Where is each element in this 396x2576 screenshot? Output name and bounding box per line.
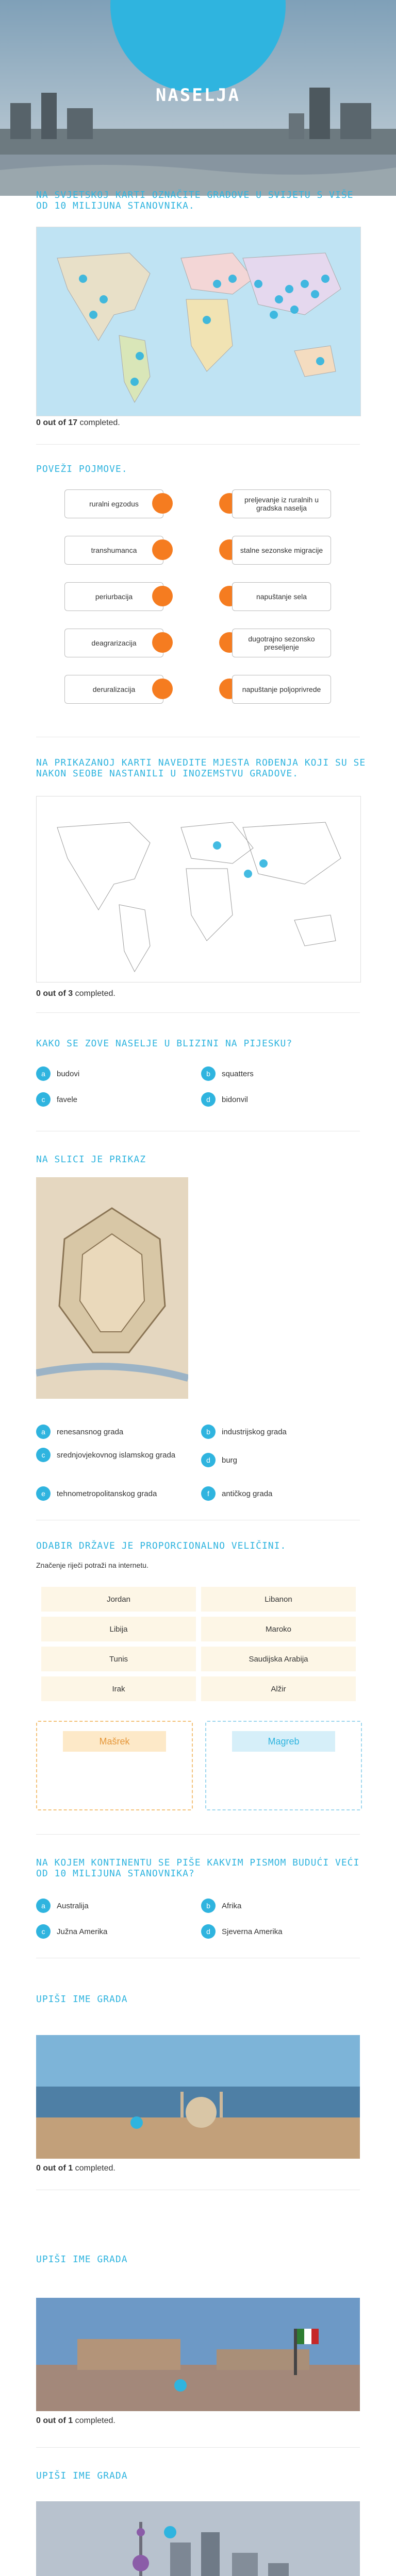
question-2-text: POVEŽI POJMOVE. bbox=[36, 464, 128, 474]
q7-option-a[interactable]: a Australija bbox=[36, 1899, 89, 1913]
q2-left-3[interactable]: periurbacija bbox=[64, 582, 163, 611]
divider bbox=[36, 444, 360, 445]
city-photo-2[interactable] bbox=[36, 2298, 360, 2411]
q4-option-a[interactable]: a budovi bbox=[36, 1066, 79, 1081]
q5-option-c[interactable]: c srednjovjekovnog islamskog grada bbox=[36, 1448, 191, 1462]
q7-option-d[interactable]: d Sjeverna Amerika bbox=[201, 1924, 283, 1939]
q6-word[interactable]: Saudijska Arabija bbox=[201, 1647, 356, 1671]
question-7-text: NA KOJEM KONTINENTU SE PIŠE KAKVIM PISMOM BUDUĆI VEĆI OD 10 MILIJUNA STANOVNIKA? bbox=[36, 1857, 360, 1879]
q6-word[interactable]: Alžir bbox=[201, 1676, 356, 1701]
q2-right-1[interactable]: preljevanje iz ruralnih u gradska naselja bbox=[232, 489, 331, 518]
divider bbox=[36, 1012, 360, 1013]
city-photo-1[interactable] bbox=[36, 2035, 360, 2159]
option-badge-b: b bbox=[201, 1899, 216, 1913]
q9-progress: 0 out of 1 completed. bbox=[36, 2416, 116, 2425]
question-5-text: NA SLICI JE PRIKAZ bbox=[36, 1154, 146, 1165]
q6-word[interactable]: Irak bbox=[41, 1676, 196, 1701]
q5-option-b[interactable]: b industrijskog grada bbox=[201, 1425, 287, 1439]
option-badge-f: f bbox=[201, 1486, 216, 1501]
q6-bucket-maghreb[interactable] bbox=[205, 1721, 362, 1810]
q2-matching bbox=[36, 489, 360, 721]
option-badge-a: a bbox=[36, 1425, 51, 1439]
q2-right-3[interactable]: napuštanje sela bbox=[232, 582, 331, 611]
fortress-plan-image bbox=[36, 1177, 188, 1399]
divider bbox=[36, 1834, 360, 1835]
q5-option-d[interactable]: d burg bbox=[201, 1453, 237, 1467]
question-1-text: NA SVJETSKOJ KARTI OZNAČITE GRADOVE U SVIJETU S VIŠE OD 10 MILIJUNA STANOVNIKA. bbox=[36, 190, 354, 211]
option-badge-d: d bbox=[201, 1092, 216, 1107]
q3-progress: 0 out of 3 completed. bbox=[36, 989, 116, 998]
q5-option-a[interactable]: a renesansnog grada bbox=[36, 1425, 123, 1439]
q6-word[interactable]: Jordan bbox=[41, 1587, 196, 1612]
option-badge-d: d bbox=[201, 1924, 216, 1939]
q6-word[interactable]: Tunis bbox=[41, 1647, 196, 1671]
q2-right-2[interactable]: stalne sezonske migracije bbox=[232, 536, 331, 565]
q8-progress: 0 out of 1 completed. bbox=[36, 2164, 116, 2173]
q4-option-d[interactable]: d bidonvil bbox=[201, 1092, 248, 1107]
q2-connector-left-2[interactable] bbox=[152, 539, 173, 560]
q6-word-grid bbox=[36, 1582, 360, 1705]
question-3-text: NA PRIKAZANOJ KARTI NAVEDITE MJESTA ROĐENJA KOJI SU SE NAKON SEOBE NASTANILI U INOZEMSTVU GRADOVE. bbox=[36, 757, 366, 779]
q2-left-4[interactable]: deagrarizacija bbox=[64, 629, 163, 657]
q2-left-5[interactable]: deruralizacija bbox=[64, 675, 163, 704]
bucket-label: Magreb bbox=[232, 1731, 335, 1752]
question-8-text: UPIŠI IME GRADA bbox=[36, 1994, 128, 2005]
world-map-1[interactable] bbox=[36, 227, 361, 416]
option-badge-d: d bbox=[201, 1453, 216, 1467]
q6-word[interactable]: Libija bbox=[41, 1617, 196, 1641]
q2-left-1[interactable]: ruralni egzodus bbox=[64, 489, 163, 518]
question-9-text: UPIŠI IME GRADA bbox=[36, 2254, 128, 2265]
q2-left-2[interactable]: transhumanca bbox=[64, 536, 163, 565]
q1-progress: 0 out of 17 completed. bbox=[36, 418, 120, 427]
q2-connector-left-1[interactable] bbox=[152, 493, 173, 514]
q2-connector-left-4[interactable] bbox=[152, 632, 173, 653]
option-badge-e: e bbox=[36, 1486, 51, 1501]
q4-option-b[interactable]: b squatters bbox=[201, 1066, 254, 1081]
q6-subtitle: Značenje riječi potraži na internetu. bbox=[36, 1561, 148, 1569]
option-badge-c: c bbox=[36, 1448, 51, 1462]
q4-option-c[interactable]: c favele bbox=[36, 1092, 77, 1107]
page-title: NASELJA bbox=[155, 85, 241, 106]
q2-right-4[interactable]: dugotrajno sezonsko preseljenje bbox=[232, 629, 331, 657]
option-badge-c: c bbox=[36, 1092, 51, 1107]
world-map-2[interactable] bbox=[36, 796, 361, 982]
q7-option-c[interactable]: c Južna Amerika bbox=[36, 1924, 107, 1939]
city-photo-3[interactable] bbox=[36, 2501, 360, 2576]
question-10-text: UPIŠI IME GRADA bbox=[36, 2470, 128, 2481]
q2-connector-left-5[interactable] bbox=[152, 679, 173, 699]
option-badge-c: c bbox=[36, 1924, 51, 1939]
option-badge-a: a bbox=[36, 1066, 51, 1081]
option-badge-b: b bbox=[201, 1066, 216, 1081]
divider bbox=[36, 2447, 360, 2448]
q6-word[interactable]: Libanon bbox=[201, 1587, 356, 1612]
question-6-text: ODABIR DRŽAVE JE PROPORCIONALNO VELIČINI. bbox=[36, 1540, 287, 1551]
q5-option-f[interactable]: f antičkog grada bbox=[201, 1486, 272, 1501]
bucket-label: Mašrek bbox=[63, 1731, 166, 1752]
q5-option-e[interactable]: e tehnometropolitanskog grada bbox=[36, 1486, 157, 1501]
q6-bucket-mashrek[interactable] bbox=[36, 1721, 193, 1810]
q2-right-5[interactable]: napuštanje poljoprivrede bbox=[232, 675, 331, 704]
q2-connector-left-3[interactable] bbox=[152, 586, 173, 606]
header bbox=[0, 0, 396, 196]
option-badge-a: a bbox=[36, 1899, 51, 1913]
q7-option-b[interactable]: b Afrika bbox=[201, 1899, 241, 1913]
option-badge-b: b bbox=[201, 1425, 216, 1439]
question-4-text: KAKO SE ZOVE NASELJE U BLIZINI NA PIJESKU? bbox=[36, 1038, 293, 1049]
q6-word[interactable]: Maroko bbox=[201, 1617, 356, 1641]
